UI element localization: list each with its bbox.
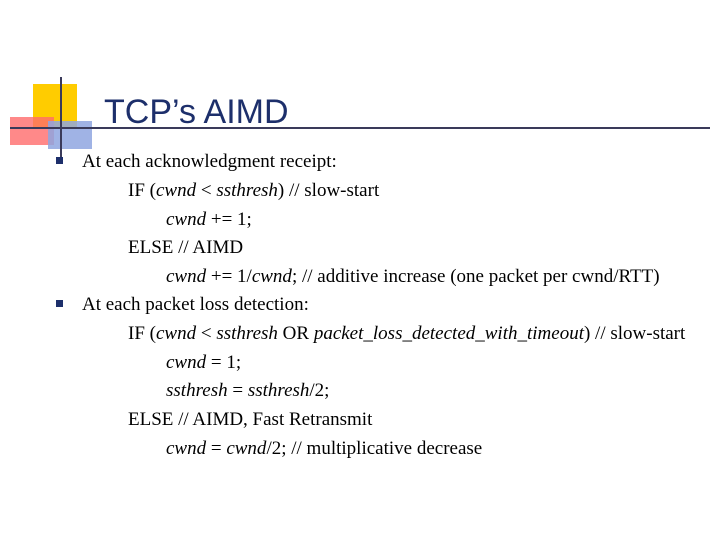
code-line-ack-else: ELSE // AIMD <box>128 237 244 258</box>
code-line-loss-multiplicative: cwnd = cwnd/2; // multiplicative decrease <box>166 438 483 459</box>
decor-vertical-rule <box>60 77 62 157</box>
code-line-loss-if: IF (cwnd < ssthresh OR packet_loss_detected_with_timeout) // slow-start <box>128 323 686 344</box>
bullet-ack-receipt: At each acknowledgment receipt: <box>82 151 337 172</box>
code-line-ack-additive: cwnd += 1/cwnd; // additive increase (one packet per cwnd/RTT) <box>166 266 660 287</box>
bullet-loss-detection: At each packet loss detection: <box>82 294 309 315</box>
code-line-ack-increment: cwnd += 1; <box>166 209 252 230</box>
bullet-square-icon <box>56 157 63 164</box>
decor-blue-rectangle <box>48 121 92 149</box>
bullet-square-icon <box>56 300 63 307</box>
code-line-loss-else: ELSE // AIMD, Fast Retransmit <box>128 409 373 430</box>
code-line-loss-ssthresh: ssthresh = ssthresh/2; <box>166 380 330 401</box>
code-line-loss-reset-cwnd: cwnd = 1; <box>166 352 242 373</box>
slide-title: TCP’s AIMD <box>104 93 289 131</box>
code-line-ack-if: IF (cwnd < ssthresh) // slow-start <box>128 180 380 201</box>
